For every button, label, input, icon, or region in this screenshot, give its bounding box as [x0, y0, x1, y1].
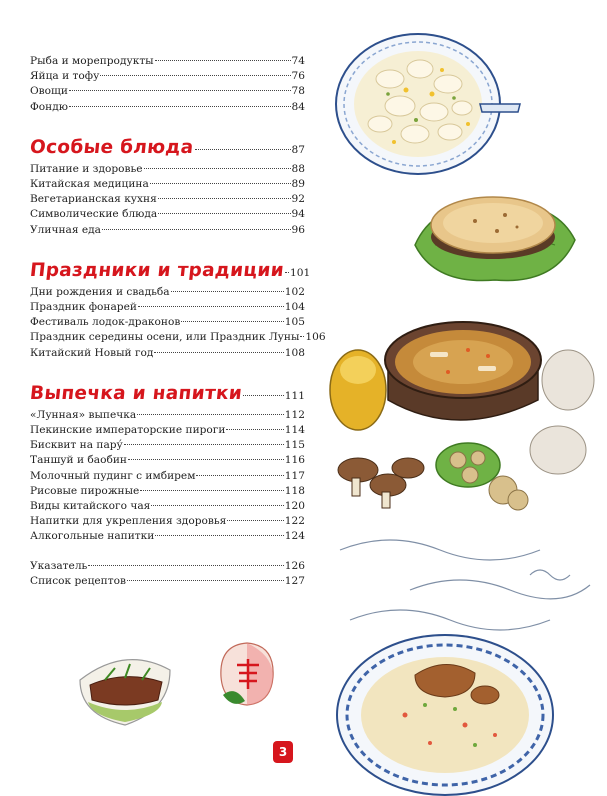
toc-entry[interactable]	[30, 100, 305, 115]
section-heading-page: 101	[290, 266, 311, 279]
scallion-pancake-illustration	[405, 185, 585, 290]
dot-leader	[102, 229, 291, 230]
toc-entry[interactable]	[30, 423, 305, 438]
toc-entry-title: Список рецептов	[30, 574, 126, 587]
toc-entry-title: Виды китайского чая	[30, 500, 151, 513]
dot-leader	[69, 90, 291, 91]
toc-entry-page: 118	[284, 484, 305, 497]
toc-entry-page: 104	[284, 301, 305, 314]
toc-entry-title: Китайский Новый год	[30, 346, 154, 359]
toc-entry[interactable]	[30, 484, 305, 499]
toc-entry-title: Алкогольные напитки	[30, 530, 155, 543]
toc-entry-page: 105	[284, 316, 305, 329]
toc-entry[interactable]	[30, 69, 305, 84]
toc-entry-title: Фестиваль лодок-драконов	[30, 316, 181, 329]
toc-entry-page: 78	[291, 85, 305, 98]
toc-entry[interactable]	[30, 84, 305, 99]
dot-leader	[69, 106, 291, 107]
toc-entry-page: 127	[284, 574, 305, 587]
toc-entry-page: 92	[291, 193, 305, 206]
toc-entry-title: Питание и здоровье	[30, 162, 143, 175]
dot-leader	[158, 213, 290, 214]
dot-leader	[158, 198, 291, 199]
dot-leader	[137, 414, 284, 415]
toc-top-group	[30, 54, 305, 115]
toc-entry[interactable]	[30, 315, 305, 330]
dot-leader	[195, 149, 291, 150]
toc-entry-page: 76	[291, 70, 305, 83]
dot-leader	[300, 336, 304, 337]
toc-entry-page: 115	[284, 439, 305, 452]
toc-entry[interactable]	[30, 177, 305, 192]
section-heading-title: Праздники и традиции	[28, 259, 286, 281]
toc-entry-title: Рыба и морепродукты	[30, 55, 154, 67]
toc-entry-page: 114	[284, 424, 305, 437]
toc-entry[interactable]	[30, 469, 305, 484]
toc-entry-page: 116	[284, 454, 305, 467]
toc-entry-page: 108	[284, 346, 305, 359]
toc-entry-title: Яйца и тофу	[30, 70, 100, 83]
toc-entry-page: 106	[305, 331, 326, 344]
toc-entry[interactable]	[30, 285, 305, 300]
toc-entry-index[interactable]	[30, 559, 305, 574]
toc-entry-title: Овощи	[30, 85, 68, 98]
toc-entry-page: 112	[284, 408, 305, 421]
toc-entry-title: Праздник фонарей	[30, 301, 137, 314]
dot-leader	[196, 475, 283, 476]
dot-leader	[140, 490, 283, 491]
longevity-peach-bun-illustration	[215, 635, 280, 710]
toc-entry-title: Пекинские императорские пироги	[30, 424, 226, 437]
section-heading-page: 87	[291, 143, 305, 156]
toc-entry-title: «Лунная» выпечка	[30, 408, 137, 421]
hot-pot-illustration	[318, 300, 607, 540]
dot-leader	[100, 75, 290, 76]
toc-entry[interactable]	[30, 514, 305, 529]
dot-leader	[285, 272, 289, 273]
toc-entry-title: Таншуй и баобин	[30, 454, 127, 467]
steam-swirls-illustration	[330, 530, 600, 640]
dot-leader	[138, 306, 284, 307]
toc-entry[interactable]	[30, 499, 305, 514]
toc-entry[interactable]	[30, 162, 305, 177]
dot-leader	[144, 168, 291, 169]
stuffed-bun-illustration	[70, 640, 180, 735]
toc-entry[interactable]	[30, 453, 305, 468]
toc-entry-title: Китайская медицина	[30, 178, 149, 191]
toc-entry-page: 102	[284, 285, 305, 298]
toc-entry-title: Праздник середины осени, или Праздник Луны	[30, 331, 300, 344]
section-heading-special-dishes[interactable]	[30, 137, 305, 158]
toc-entry-page: 96	[291, 223, 305, 236]
toc-entry-page: 117	[284, 469, 305, 482]
toc-entry[interactable]	[30, 54, 305, 69]
toc-entry-page: 84	[291, 100, 305, 113]
dot-leader	[226, 429, 283, 430]
section-heading-pastries-drinks[interactable]	[30, 383, 305, 404]
section-heading-page: 111	[284, 389, 305, 402]
toc-entry-title: Вегетарианская кухня	[30, 193, 157, 206]
toc-entry-page: 74	[291, 55, 305, 67]
toc-entry-title: Дни рождения и свадьба	[30, 285, 170, 298]
toc-entry-title: Указатель	[30, 559, 88, 572]
dot-leader	[155, 535, 283, 536]
dot-leader	[227, 520, 283, 521]
toc-entry-title: Бисквит на пару́	[30, 439, 123, 452]
toc-entry[interactable]	[30, 408, 305, 423]
toc-entry-title: Напитки для укрепления здоровья	[30, 515, 227, 528]
dot-leader	[150, 183, 291, 184]
page-number: 3	[273, 741, 293, 763]
dot-leader	[154, 352, 283, 353]
toc-entry-page: 122	[284, 515, 305, 528]
table-of-contents	[28, 54, 326, 589]
toc-entry-title: Символические блюда	[30, 208, 158, 221]
toc-entry-recipes[interactable]	[30, 574, 305, 589]
toc-entry[interactable]	[30, 300, 305, 315]
toc-entry[interactable]	[30, 330, 326, 345]
toc-entry[interactable]	[30, 438, 305, 453]
toc-entry-page: 124	[284, 530, 305, 543]
toc-entry-title: Уличная еда	[30, 223, 101, 236]
dot-leader	[151, 505, 283, 506]
toc-entry-title: Фондю	[30, 100, 68, 113]
dot-leader	[88, 565, 283, 566]
toc-entry-title: Рисовые пирожные	[30, 484, 140, 497]
toc-entry[interactable]	[30, 207, 305, 222]
dot-leader	[124, 444, 284, 445]
toc-entry-page: 94	[291, 208, 305, 221]
dot-leader	[243, 395, 284, 396]
dot-leader	[181, 321, 283, 322]
toc-entry-page: 89	[291, 178, 305, 191]
toc-entry-page: 120	[284, 500, 305, 513]
toc-entry-page: 126	[284, 559, 305, 572]
dumpling-soup-bowl-illustration	[330, 24, 530, 184]
section-heading-holidays[interactable]	[28, 259, 311, 281]
section-heading-title: Выпечка и напитки	[28, 382, 244, 404]
toc-entry[interactable]	[30, 223, 305, 238]
dot-leader	[128, 459, 284, 460]
toc-entry[interactable]	[30, 192, 305, 207]
toc-entry[interactable]	[30, 346, 305, 361]
noodle-soup-bowl-illustration	[335, 625, 560, 796]
section-heading-title: Особые блюда	[28, 136, 195, 158]
toc-entry-page: 88	[291, 162, 305, 175]
toc-entry[interactable]	[30, 529, 305, 544]
toc-entry-title: Молочный пудинг с имбирем	[30, 469, 196, 482]
dot-leader	[127, 580, 284, 581]
dot-leader	[171, 291, 284, 292]
dot-leader	[155, 60, 291, 61]
